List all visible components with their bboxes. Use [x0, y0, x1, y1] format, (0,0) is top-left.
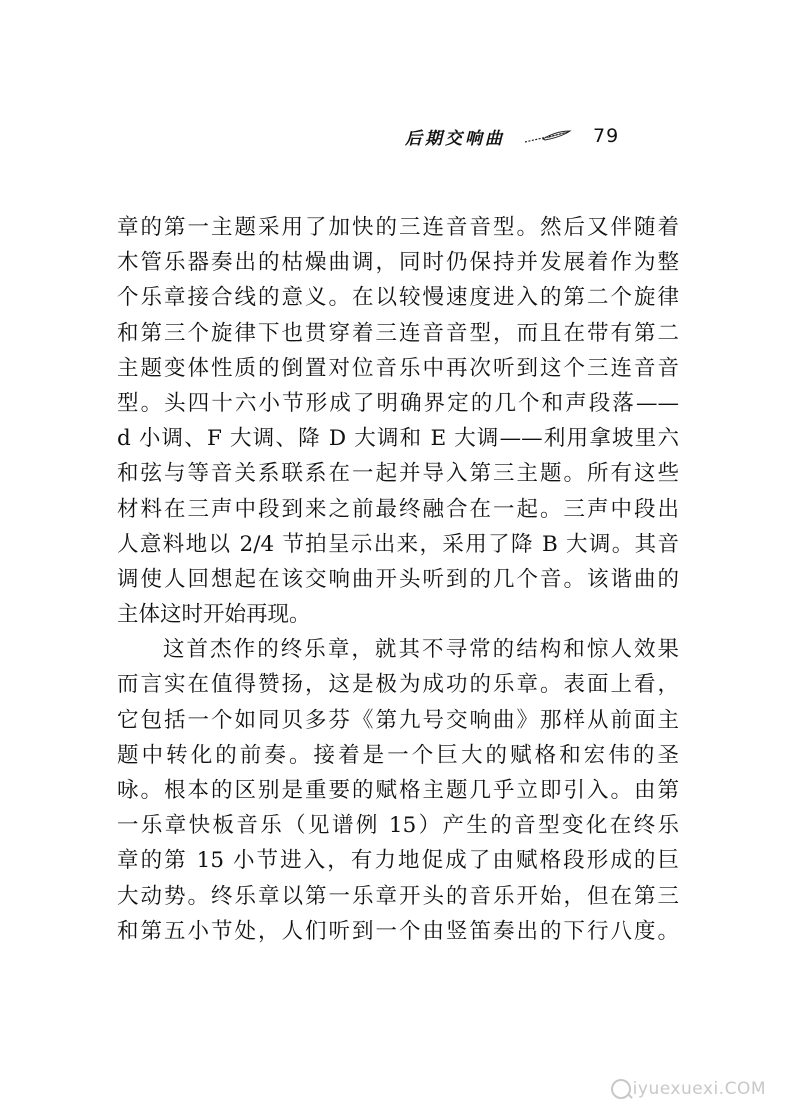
- text-line: 题中转化的前奏。接着是一个巨大的赋格和宏伟的圣: [117, 742, 679, 768]
- text-line: 章的第一主题采用了加快的三连音音型。然后又伴随着: [117, 215, 679, 240]
- text-line: 人意料地以 2/4 节拍呈示出来，采用了降 B 大调。其音: [117, 531, 679, 557]
- text-line: 它包括一个如同贝多芬《第九号交响曲》那样从前面主: [117, 707, 679, 733]
- text-line: 和第五小节处，人们听到一个由竖笛奏出的下行八度。: [117, 918, 679, 944]
- text-line: d 小调、F 大调、降 D 大调和 E 大调——利用拿坡里六: [117, 426, 679, 452]
- paragraph-1: [117, 210, 679, 632]
- text-line: 个乐章接合线的意义。在以较慢速度进入的第二个旋律: [117, 285, 679, 311]
- paragraph-2: [117, 632, 679, 949]
- text-line: 这首杰作的终乐章，就其不寻常的结构和惊人效果: [163, 637, 679, 663]
- text-line: 调使人回想起在该交响曲开头听到的几个音。该谐曲的: [117, 566, 679, 592]
- running-title: 后期交响曲: [405, 128, 505, 149]
- text-line: 木管乐器奏出的枯燥曲调，同时仍保持并发展着作为整: [117, 250, 679, 276]
- text-line: 章的第 15 小节进入，有力地促成了由赋格段形成的巨: [117, 848, 679, 874]
- text-line: 和弦与等音关系联系在一起并导入第三主题。所有这些: [117, 461, 679, 487]
- q-logo-icon: [611, 1079, 631, 1099]
- running-header: [405, 122, 619, 150]
- text-line: 而言实在值得赞扬，这是极为成功的乐章。表面上看，: [117, 672, 679, 698]
- text-line: 和第三个旋律下也贯穿着三连音音型，而且在带有第二: [117, 320, 679, 346]
- text-line: 一乐章快板音乐（见谱例 15）产生的音型变化在终乐: [117, 813, 679, 839]
- text-line: 主题变体性质的倒置对位音乐中再次听到这个三连音音: [117, 355, 679, 381]
- watermark-text: iyuexuexi.COM: [632, 1079, 766, 1099]
- text-line: 主体这时开始再现。: [117, 602, 311, 628]
- text-line: 大动势。终乐章以第一乐章开头的音乐开始，但在第三: [117, 883, 679, 909]
- text-line: 材料在三声中段到来之前最终融合在一起。三声中段出: [117, 496, 679, 522]
- page-number: 79: [593, 125, 620, 147]
- watermark: [611, 1074, 766, 1104]
- body-text: [117, 210, 679, 949]
- text-line: 咏。根本的区别是重要的赋格主题几乎立即引入。由第: [117, 778, 679, 803]
- text-line: 型。头四十六小节形成了明确界定的几个和声段落——: [117, 390, 679, 416]
- feather-pen-icon: [523, 129, 573, 143]
